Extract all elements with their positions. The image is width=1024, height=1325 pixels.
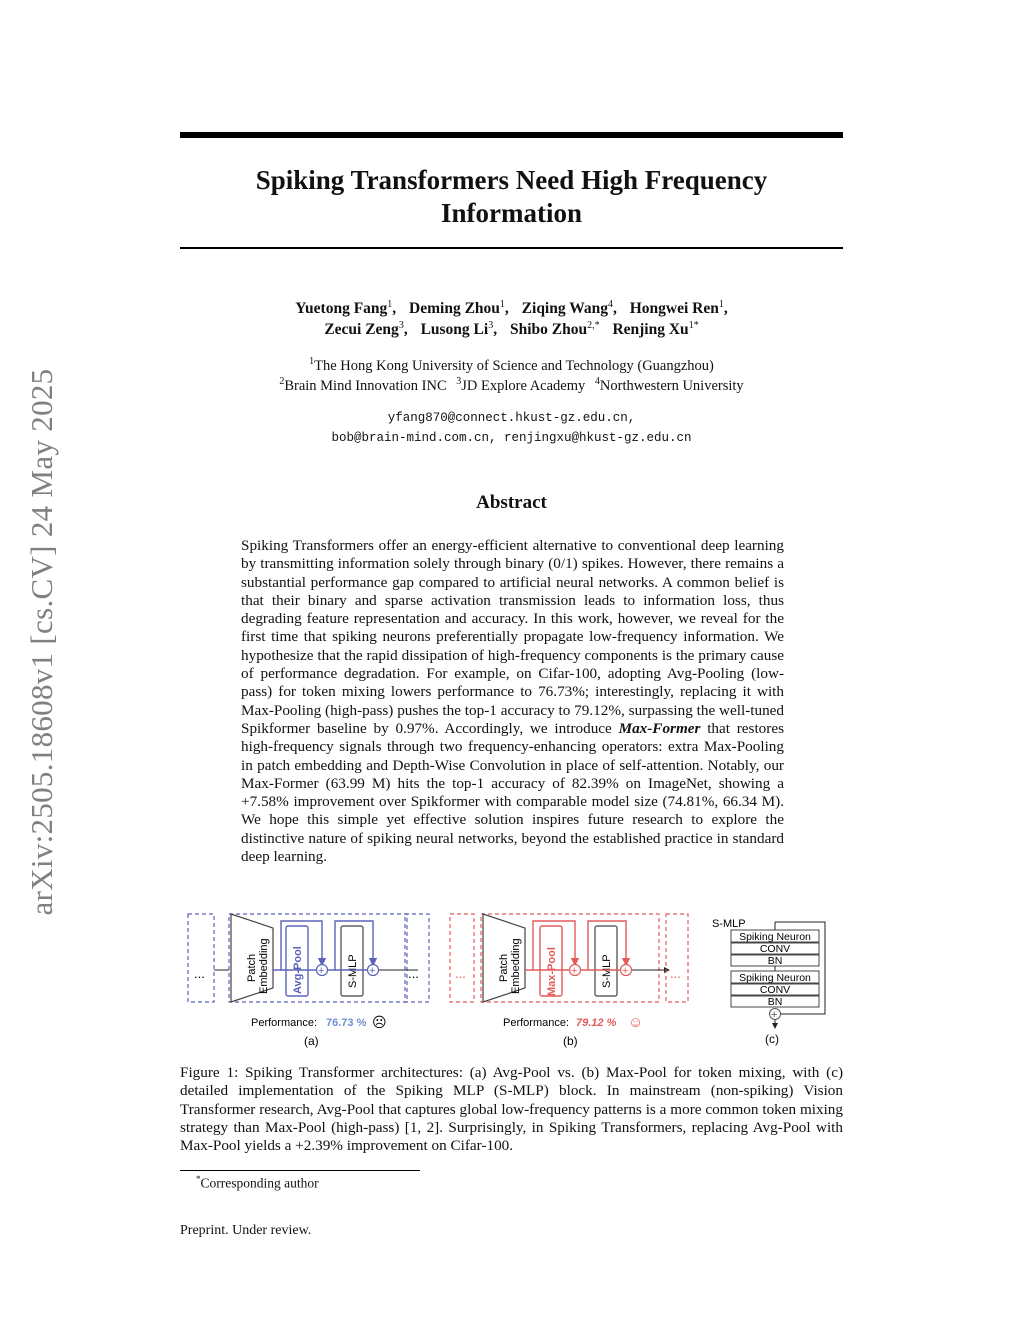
author-affil-mark: 1* bbox=[688, 320, 699, 331]
email-line-1[interactable]: yfang870@connect.hkust-gz.edu.cn, bbox=[387, 411, 636, 425]
abstract-body bbox=[241, 537, 784, 866]
affil-mark: 2 bbox=[279, 376, 285, 387]
perf-value-a: 76.73 % bbox=[326, 1017, 367, 1029]
ellipsis-left: ... bbox=[455, 966, 466, 981]
author-affil-mark: 3 bbox=[398, 320, 404, 331]
perf-label-b: Performance: bbox=[503, 1017, 570, 1029]
affiliation-line-2 bbox=[180, 372, 843, 396]
author-name: Shibo Zhou bbox=[509, 321, 588, 339]
panel-tag-a: (a) bbox=[304, 1034, 319, 1048]
email-line-2[interactable]: bob@brain-mind.com.cn, renjingxu@hkust-gz.edu.cn bbox=[331, 431, 692, 445]
author-name: Yuetong Fang bbox=[295, 300, 388, 318]
author-name: Deming Zhou bbox=[409, 300, 500, 318]
footnote bbox=[196, 1174, 319, 1192]
affil-mark: 4 bbox=[594, 376, 600, 387]
footnote-rule bbox=[180, 1170, 420, 1171]
author-affil-mark: 3 bbox=[488, 320, 494, 331]
plus-icon: + bbox=[622, 965, 629, 977]
conv-label-2: CONV bbox=[759, 984, 791, 996]
author-affil-mark: 1 bbox=[387, 299, 393, 310]
ellipsis-right: ... bbox=[670, 966, 681, 981]
plus-icon: + bbox=[318, 965, 325, 977]
prev-block-box bbox=[450, 914, 474, 1002]
plus-icon: + bbox=[369, 965, 376, 977]
author-name: Zecui Zeng bbox=[324, 321, 399, 339]
author-name: Lusong Li bbox=[420, 321, 489, 339]
footnote-mark: * bbox=[196, 1174, 201, 1184]
smlp-label-a: S-MLP bbox=[347, 954, 359, 988]
author-separator: , bbox=[392, 300, 397, 318]
ellipsis-left: ... bbox=[194, 966, 205, 981]
author-separator: , bbox=[403, 321, 408, 339]
next-block-box bbox=[405, 914, 429, 1002]
spiking-neuron-label-2: Spiking Neuron bbox=[739, 972, 811, 984]
panel-tag-c: (c) bbox=[765, 1032, 779, 1046]
author-separator: , bbox=[612, 300, 617, 318]
title-line-1: Spiking Transformers Need High Frequency bbox=[255, 165, 768, 195]
title-rule-bottom bbox=[180, 247, 843, 249]
footnote-text: Corresponding author bbox=[200, 1175, 319, 1191]
figure-caption: Figure 1: Spiking Transformer architectures: (a) Avg-Pool vs. (b) Max-Pool for token mixing, with (c) detailed implementation of the Spiking MLP (S-MLP) block. In mainstream (non-spiking) Vision Transformer research, Avg-Pool that captures global low-frequency patterns is a more common token mixing strategy than Max-Pool (high-pass) [1, 2]. Surprisingly, in Spiking Transformers, replacing Avg-Pool with Max-Pool yields a +2.39% improvement on Cifar-100. bbox=[180, 1064, 843, 1155]
bn-label-1: BN bbox=[767, 955, 783, 967]
smlp-label-b: S-MLP bbox=[601, 954, 613, 988]
prev-block-box bbox=[188, 914, 214, 1002]
title-rule-top bbox=[180, 132, 843, 138]
title-line-2: Information bbox=[441, 198, 582, 228]
patch-label-1: Patch bbox=[498, 953, 510, 982]
affil-mark: 3 bbox=[456, 376, 462, 387]
page-title bbox=[180, 164, 843, 230]
perf-value-b: 79.12 % bbox=[576, 1017, 617, 1029]
author-affil-mark: 4 bbox=[607, 299, 613, 310]
author-affil-mark: 2,* bbox=[587, 320, 600, 331]
smlp-title: S-MLP bbox=[712, 918, 746, 930]
patch-label-2: Embedding bbox=[258, 938, 270, 994]
figure-diagram bbox=[185, 908, 845, 1056]
abstract-emphasis: Max-Former bbox=[618, 719, 701, 737]
arxiv-stamp: arXiv:2505.18608v1 [cs.CV] 24 May 2025 bbox=[24, 368, 59, 916]
affil-mark: 1 bbox=[309, 356, 315, 367]
authors-line-2 bbox=[180, 315, 843, 340]
author-separator: , bbox=[723, 300, 728, 318]
patch-label-1: Patch bbox=[246, 953, 258, 982]
preprint-note: Preprint. Under review. bbox=[180, 1223, 312, 1238]
author-name: Ziqing Wang bbox=[521, 300, 608, 318]
bn-label-2: BN bbox=[767, 996, 783, 1008]
avg-pool-label: Avg-Pool bbox=[292, 946, 304, 994]
perf-label-a: Performance: bbox=[251, 1017, 318, 1029]
panel-a bbox=[188, 914, 429, 1048]
spiking-neuron-label-1: Spiking Neuron bbox=[739, 931, 811, 943]
affil-text: Northwestern University bbox=[599, 377, 744, 394]
affil-text: JD Explore Academy bbox=[461, 377, 586, 394]
figure-1 bbox=[185, 908, 845, 1056]
author-affil-mark: 1 bbox=[718, 299, 724, 310]
conv-label-1: CONV bbox=[759, 943, 791, 955]
next-block-box bbox=[666, 914, 688, 1002]
author-name: Hongwei Ren bbox=[629, 300, 719, 318]
plus-icon: + bbox=[571, 965, 578, 977]
sad-face-icon: ☹ bbox=[372, 1014, 387, 1030]
abstract-text-part-1: Spiking Transformers offer an energy-efficient alternative to conventional deep learning by transmitting information solely through binary (0/1) spikes. However, there remains a substantial performance gap compared to artificial neural networks. A common belief is that their binary and sparse activation transmission leads to information loss, thus degrading feature representation and accuracy. In this work, however, we reveal for the first time that spiking neurons preferentially propagate low-frequency information. We hypothesize that the rapid dissipation of high-frequency components is the primary cause of performance degradation. For example, on Cifar-100, adopting Avg-Pooling (low-pass) for token mixing lowers performance to 76.73%; interestingly, replacing it with Max-Pooling (high-pass) pushes the top-1 accuracy to 79.12%, surpassing the well-tuned Spikformer baseline by 0.97%. Accordingly, we introduce bbox=[241, 537, 784, 737]
author-separator: , bbox=[504, 300, 509, 318]
max-pool-label: Max-Pool bbox=[546, 947, 558, 996]
panel-tag-b: (b) bbox=[563, 1034, 578, 1048]
affil-text: Brain Mind Innovation INC bbox=[284, 377, 447, 394]
author-name: Renjing Xu bbox=[612, 321, 689, 339]
affil-text: The Hong Kong University of Science and Technology (Guangzhou) bbox=[314, 357, 714, 374]
panel-b bbox=[450, 914, 688, 1048]
author-separator: , bbox=[493, 321, 498, 339]
happy-face-icon: ☺ bbox=[628, 1014, 644, 1031]
abstract-text-part-2: that restores high-frequency signals through two frequency-enhancing operators: extra Max-Pooling in patch embedding and Depth-Wise Convolution in place of self-attention. Notably, our Max-Former (63.99 M) hits the top-1 accuracy of 82.39% on ImageNet, showing a +7.58% improvement over Spikformer with comparable model size (74.81%, 66.34 M). We hope this simple yet effective solution inspires future research to explore the distinctive nature of spiking neural networks, beyond the established practice in standard deep learning. bbox=[241, 719, 784, 866]
author-affil-mark: 1 bbox=[499, 299, 505, 310]
abstract-heading: Abstract bbox=[476, 492, 547, 513]
ellipsis-right: ... bbox=[408, 966, 419, 981]
panel-c bbox=[712, 918, 825, 1046]
plus-icon: + bbox=[771, 1009, 778, 1021]
patch-label-2: Embedding bbox=[510, 938, 522, 994]
